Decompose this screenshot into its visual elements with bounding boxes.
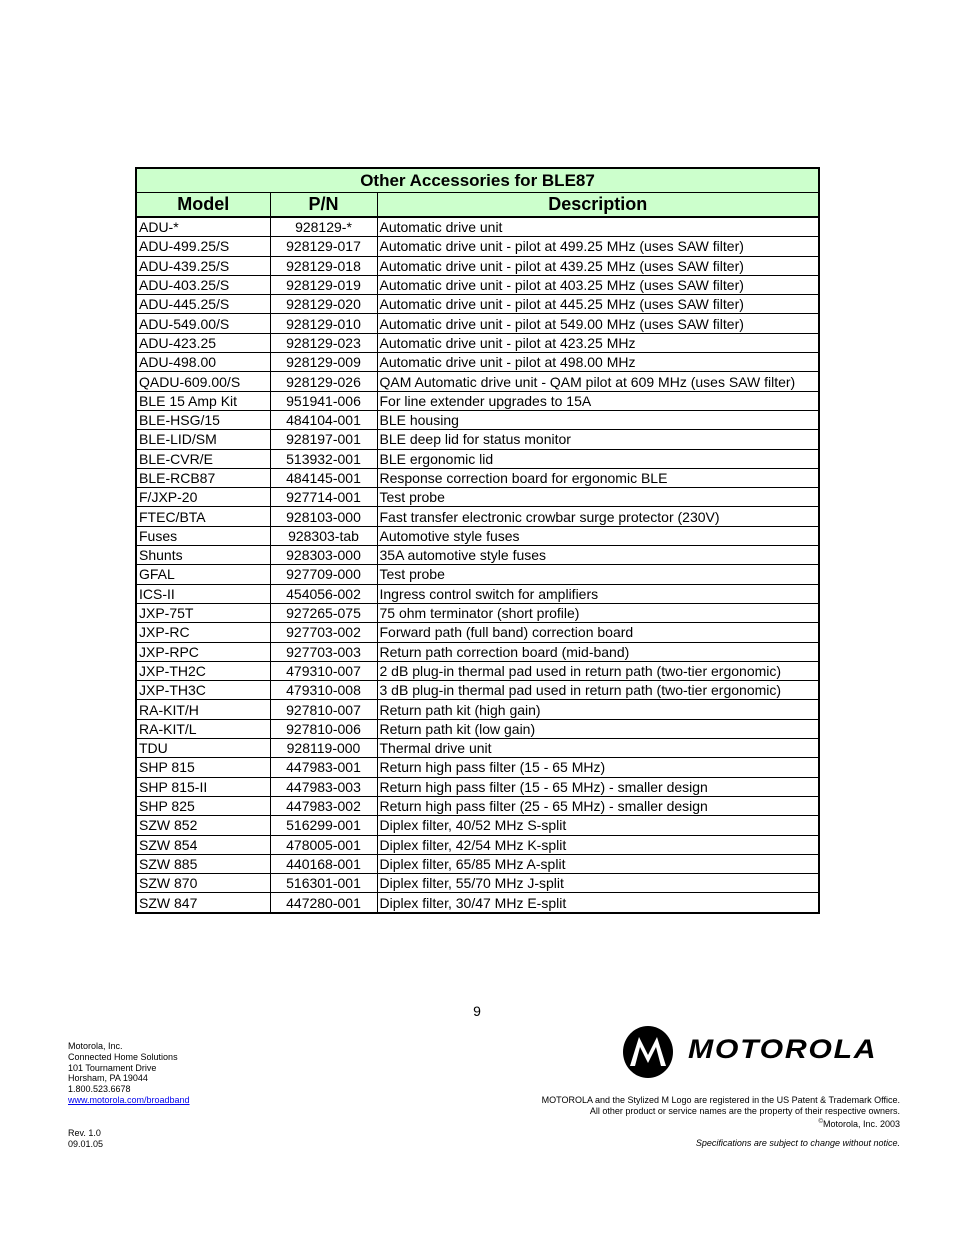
cell-model: QADU-609.00/S bbox=[136, 372, 270, 391]
cell-model: SHP 825 bbox=[136, 796, 270, 815]
cell-pn: 928197-001 bbox=[270, 430, 377, 449]
table-title: Other Accessories for BLE87 bbox=[136, 168, 819, 193]
cell-description: Return path correction board (mid-band) bbox=[377, 642, 819, 661]
cell-pn: 927810-006 bbox=[270, 719, 377, 738]
table-row bbox=[136, 372, 819, 391]
revision-info bbox=[68, 1128, 103, 1150]
cell-model: SHP 815-II bbox=[136, 777, 270, 796]
table-row bbox=[136, 893, 819, 913]
table-row bbox=[136, 333, 819, 352]
cell-model: ADU-* bbox=[136, 217, 270, 237]
cell-model: BLE-CVR/E bbox=[136, 449, 270, 468]
revision-number: Rev. 1.0 bbox=[68, 1128, 101, 1138]
table-row bbox=[136, 565, 819, 584]
cell-pn: 928129-* bbox=[270, 217, 377, 237]
cell-description: Diplex filter, 55/70 MHz J-split bbox=[377, 874, 819, 893]
cell-pn: 928129-023 bbox=[270, 333, 377, 352]
table-row bbox=[136, 256, 819, 275]
cell-description: 35A automotive style fuses bbox=[377, 546, 819, 565]
trademark-line: All other product or service names are the property of their respective owners. bbox=[589, 1105, 900, 1116]
cell-model: BLE-RCB87 bbox=[136, 468, 270, 487]
cell-pn: 928129-026 bbox=[270, 372, 377, 391]
cell-model: SZW 885 bbox=[136, 854, 270, 873]
column-header-description: Description bbox=[377, 193, 819, 218]
cell-pn: 440168-001 bbox=[270, 854, 377, 873]
cell-model: SHP 815 bbox=[136, 758, 270, 777]
cell-pn: 927703-002 bbox=[270, 623, 377, 642]
table-row bbox=[136, 661, 819, 680]
cell-description: Diplex filter, 42/54 MHz K-split bbox=[377, 835, 819, 854]
copyright-text: Motorola, Inc. 2003 bbox=[822, 1118, 900, 1129]
cell-pn: 484104-001 bbox=[270, 410, 377, 429]
cell-model: SZW 852 bbox=[136, 816, 270, 835]
table-row bbox=[136, 353, 819, 372]
cell-model: ADU-403.25/S bbox=[136, 275, 270, 294]
cell-pn: 928119-000 bbox=[270, 739, 377, 758]
table-row bbox=[136, 217, 819, 237]
table-row bbox=[136, 835, 819, 854]
cell-model: BLE 15 Amp Kit bbox=[136, 391, 270, 410]
cell-pn: 928303-tab bbox=[270, 526, 377, 545]
cell-description: Automatic drive unit - pilot at 445.25 MHz (uses SAW filter) bbox=[377, 295, 819, 314]
cell-model: F/JXP-20 bbox=[136, 488, 270, 507]
cell-pn: 447983-001 bbox=[270, 758, 377, 777]
cell-pn: 928129-020 bbox=[270, 295, 377, 314]
table-row bbox=[136, 526, 819, 545]
disclaimer: Specifications are subject to change without notice. bbox=[695, 1138, 900, 1148]
address-line: 101 Tournament Drive bbox=[68, 1062, 157, 1073]
cell-description: Ingress control switch for amplifiers bbox=[377, 584, 819, 603]
cell-model: ADU-499.25/S bbox=[136, 237, 270, 256]
cell-description: Automatic drive unit - pilot at 423.25 MHz bbox=[377, 333, 819, 352]
cell-pn: 447983-002 bbox=[270, 796, 377, 815]
cell-pn: 928129-009 bbox=[270, 353, 377, 372]
cell-pn: 447280-001 bbox=[270, 893, 377, 913]
cell-model: Shunts bbox=[136, 546, 270, 565]
cell-model: ADU-439.25/S bbox=[136, 256, 270, 275]
address-line: Connected Home Solutions bbox=[68, 1051, 178, 1062]
cell-description: Return path kit (high gain) bbox=[377, 700, 819, 719]
cell-description: BLE ergonomic lid bbox=[377, 449, 819, 468]
cell-description: Diplex filter, 40/52 MHz S-split bbox=[377, 816, 819, 835]
revision-date: 09.01.05 bbox=[68, 1138, 104, 1149]
table-row bbox=[136, 295, 819, 314]
cell-description: Return high pass filter (25 - 65 MHz) - smaller design bbox=[377, 796, 819, 815]
cell-description: Automatic drive unit - pilot at 549.00 MHz (uses SAW filter) bbox=[377, 314, 819, 333]
page-number: 9 bbox=[473, 1003, 481, 1019]
cell-pn: 927709-000 bbox=[270, 565, 377, 584]
cell-pn: 927265-075 bbox=[270, 603, 377, 622]
table-row bbox=[136, 584, 819, 603]
table-row bbox=[136, 449, 819, 468]
cell-description: Automatic drive unit - pilot at 499.25 MHz (uses SAW filter) bbox=[377, 237, 819, 256]
cell-pn: 927714-001 bbox=[270, 488, 377, 507]
cell-description: Forward path (full band) correction board bbox=[377, 623, 819, 642]
cell-description: Automatic drive unit bbox=[377, 217, 819, 237]
cell-model: ICS-II bbox=[136, 584, 270, 603]
cell-description: Automotive style fuses bbox=[377, 526, 819, 545]
copyright-line bbox=[542, 1117, 900, 1130]
cell-model: TDU bbox=[136, 739, 270, 758]
cell-description: Diplex filter, 65/85 MHz A-split bbox=[377, 854, 819, 873]
cell-model: RA-KIT/L bbox=[136, 719, 270, 738]
table-row bbox=[136, 430, 819, 449]
cell-description: Return path kit (low gain) bbox=[377, 719, 819, 738]
cell-description: Automatic drive unit - pilot at 439.25 MHz (uses SAW filter) bbox=[377, 256, 819, 275]
cell-model: BLE-LID/SM bbox=[136, 430, 270, 449]
table-row bbox=[136, 874, 819, 893]
cell-description: Response correction board for ergonomic BLE bbox=[377, 468, 819, 487]
column-header-pn: P/N bbox=[270, 193, 377, 218]
cell-pn: 516299-001 bbox=[270, 816, 377, 835]
table-row bbox=[136, 758, 819, 777]
table-row bbox=[136, 681, 819, 700]
cell-pn: 927810-007 bbox=[270, 700, 377, 719]
table-row bbox=[136, 719, 819, 738]
table-row bbox=[136, 391, 819, 410]
cell-description: BLE housing bbox=[377, 410, 819, 429]
cell-model: GFAL bbox=[136, 565, 270, 584]
cell-model: JXP-TH2C bbox=[136, 661, 270, 680]
cell-model: ADU-498.00 bbox=[136, 353, 270, 372]
trademark-line: MOTOROLA and the Stylized M Logo are registered in the US Patent & Trademark Office. bbox=[541, 1095, 900, 1105]
company-address bbox=[68, 1041, 190, 1106]
copyright-symbol: © bbox=[818, 1118, 823, 1125]
motorola-m-logo-icon bbox=[622, 1025, 674, 1079]
table-row bbox=[136, 237, 819, 256]
cell-model: ADU-423.25 bbox=[136, 333, 270, 352]
cell-description: For line extender upgrades to 15A bbox=[377, 391, 819, 410]
table-row bbox=[136, 546, 819, 565]
table-row bbox=[136, 700, 819, 719]
cell-pn: 927703-003 bbox=[270, 642, 377, 661]
logo-wordmark: MOTOROLA bbox=[688, 1034, 878, 1064]
cell-model: JXP-RPC bbox=[136, 642, 270, 661]
cell-pn: 478005-001 bbox=[270, 835, 377, 854]
column-header-model: Model bbox=[136, 193, 270, 218]
address-line: Motorola, Inc. bbox=[68, 1041, 123, 1051]
cell-description: QAM Automatic drive unit - QAM pilot at 609 MHz (uses SAW filter) bbox=[377, 372, 819, 391]
table-row bbox=[136, 816, 819, 835]
table-row bbox=[136, 777, 819, 796]
cell-description: Thermal drive unit bbox=[377, 739, 819, 758]
cell-pn: 516301-001 bbox=[270, 874, 377, 893]
accessories-table bbox=[135, 167, 820, 914]
cell-description: Test probe bbox=[377, 488, 819, 507]
cell-description: Fast transfer electronic crowbar surge protector (230V) bbox=[377, 507, 819, 526]
cell-model: SZW 870 bbox=[136, 874, 270, 893]
cell-model: FTEC/BTA bbox=[136, 507, 270, 526]
cell-pn: 454056-002 bbox=[270, 584, 377, 603]
cell-model: JXP-RC bbox=[136, 623, 270, 642]
cell-description: 2 dB plug-in thermal pad used in return path (two-tier ergonomic) bbox=[377, 661, 819, 680]
cell-model: BLE-HSG/15 bbox=[136, 410, 270, 429]
legal-notice bbox=[542, 1095, 900, 1129]
website-link[interactable]: www.motorola.com/broadband bbox=[68, 1094, 190, 1105]
cell-description: Test probe bbox=[377, 565, 819, 584]
cell-description: BLE deep lid for status monitor bbox=[377, 430, 819, 449]
table-row bbox=[136, 642, 819, 661]
cell-model: RA-KIT/H bbox=[136, 700, 270, 719]
motorola-logo bbox=[622, 1025, 902, 1079]
table-row bbox=[136, 488, 819, 507]
table-row bbox=[136, 739, 819, 758]
table-body bbox=[136, 217, 819, 913]
address-line: Horsham, PA 19044 bbox=[68, 1073, 148, 1084]
cell-model: SZW 847 bbox=[136, 893, 270, 913]
cell-pn: 951941-006 bbox=[270, 391, 377, 410]
table-row bbox=[136, 468, 819, 487]
table-row bbox=[136, 796, 819, 815]
table-row bbox=[136, 603, 819, 622]
cell-description: Diplex filter, 30/47 MHz E-split bbox=[377, 893, 819, 913]
cell-model: JXP-TH3C bbox=[136, 681, 270, 700]
cell-description: 75 ohm terminator (short profile) bbox=[377, 603, 819, 622]
cell-pn: 484145-001 bbox=[270, 468, 377, 487]
cell-model: JXP-75T bbox=[136, 603, 270, 622]
cell-pn: 447983-003 bbox=[270, 777, 377, 796]
cell-description: 3 dB plug-in thermal pad used in return path (two-tier ergonomic) bbox=[377, 681, 819, 700]
cell-pn: 928103-000 bbox=[270, 507, 377, 526]
cell-pn: 928303-000 bbox=[270, 546, 377, 565]
cell-description: Return high pass filter (15 - 65 MHz) bbox=[377, 758, 819, 777]
cell-model: ADU-549.00/S bbox=[136, 314, 270, 333]
cell-pn: 928129-018 bbox=[270, 256, 377, 275]
phone-number: 1.800.523.6678 bbox=[68, 1084, 131, 1095]
cell-pn: 479310-008 bbox=[270, 681, 377, 700]
table-row bbox=[136, 623, 819, 642]
cell-pn: 928129-010 bbox=[270, 314, 377, 333]
table-row bbox=[136, 275, 819, 294]
cell-model: ADU-445.25/S bbox=[136, 295, 270, 314]
table-row bbox=[136, 507, 819, 526]
cell-description: Automatic drive unit - pilot at 403.25 MHz (uses SAW filter) bbox=[377, 275, 819, 294]
cell-pn: 513932-001 bbox=[270, 449, 377, 468]
table-title-row bbox=[136, 168, 819, 193]
cell-pn: 928129-019 bbox=[270, 275, 377, 294]
cell-pn: 479310-007 bbox=[270, 661, 377, 680]
table-header-row bbox=[136, 193, 819, 218]
table-row bbox=[136, 410, 819, 429]
table-row bbox=[136, 314, 819, 333]
cell-model: Fuses bbox=[136, 526, 270, 545]
table-row bbox=[136, 854, 819, 873]
cell-model: SZW 854 bbox=[136, 835, 270, 854]
cell-description: Automatic drive unit - pilot at 498.00 MHz bbox=[377, 353, 819, 372]
cell-pn: 928129-017 bbox=[270, 237, 377, 256]
cell-description: Return high pass filter (15 - 65 MHz) - smaller design bbox=[377, 777, 819, 796]
